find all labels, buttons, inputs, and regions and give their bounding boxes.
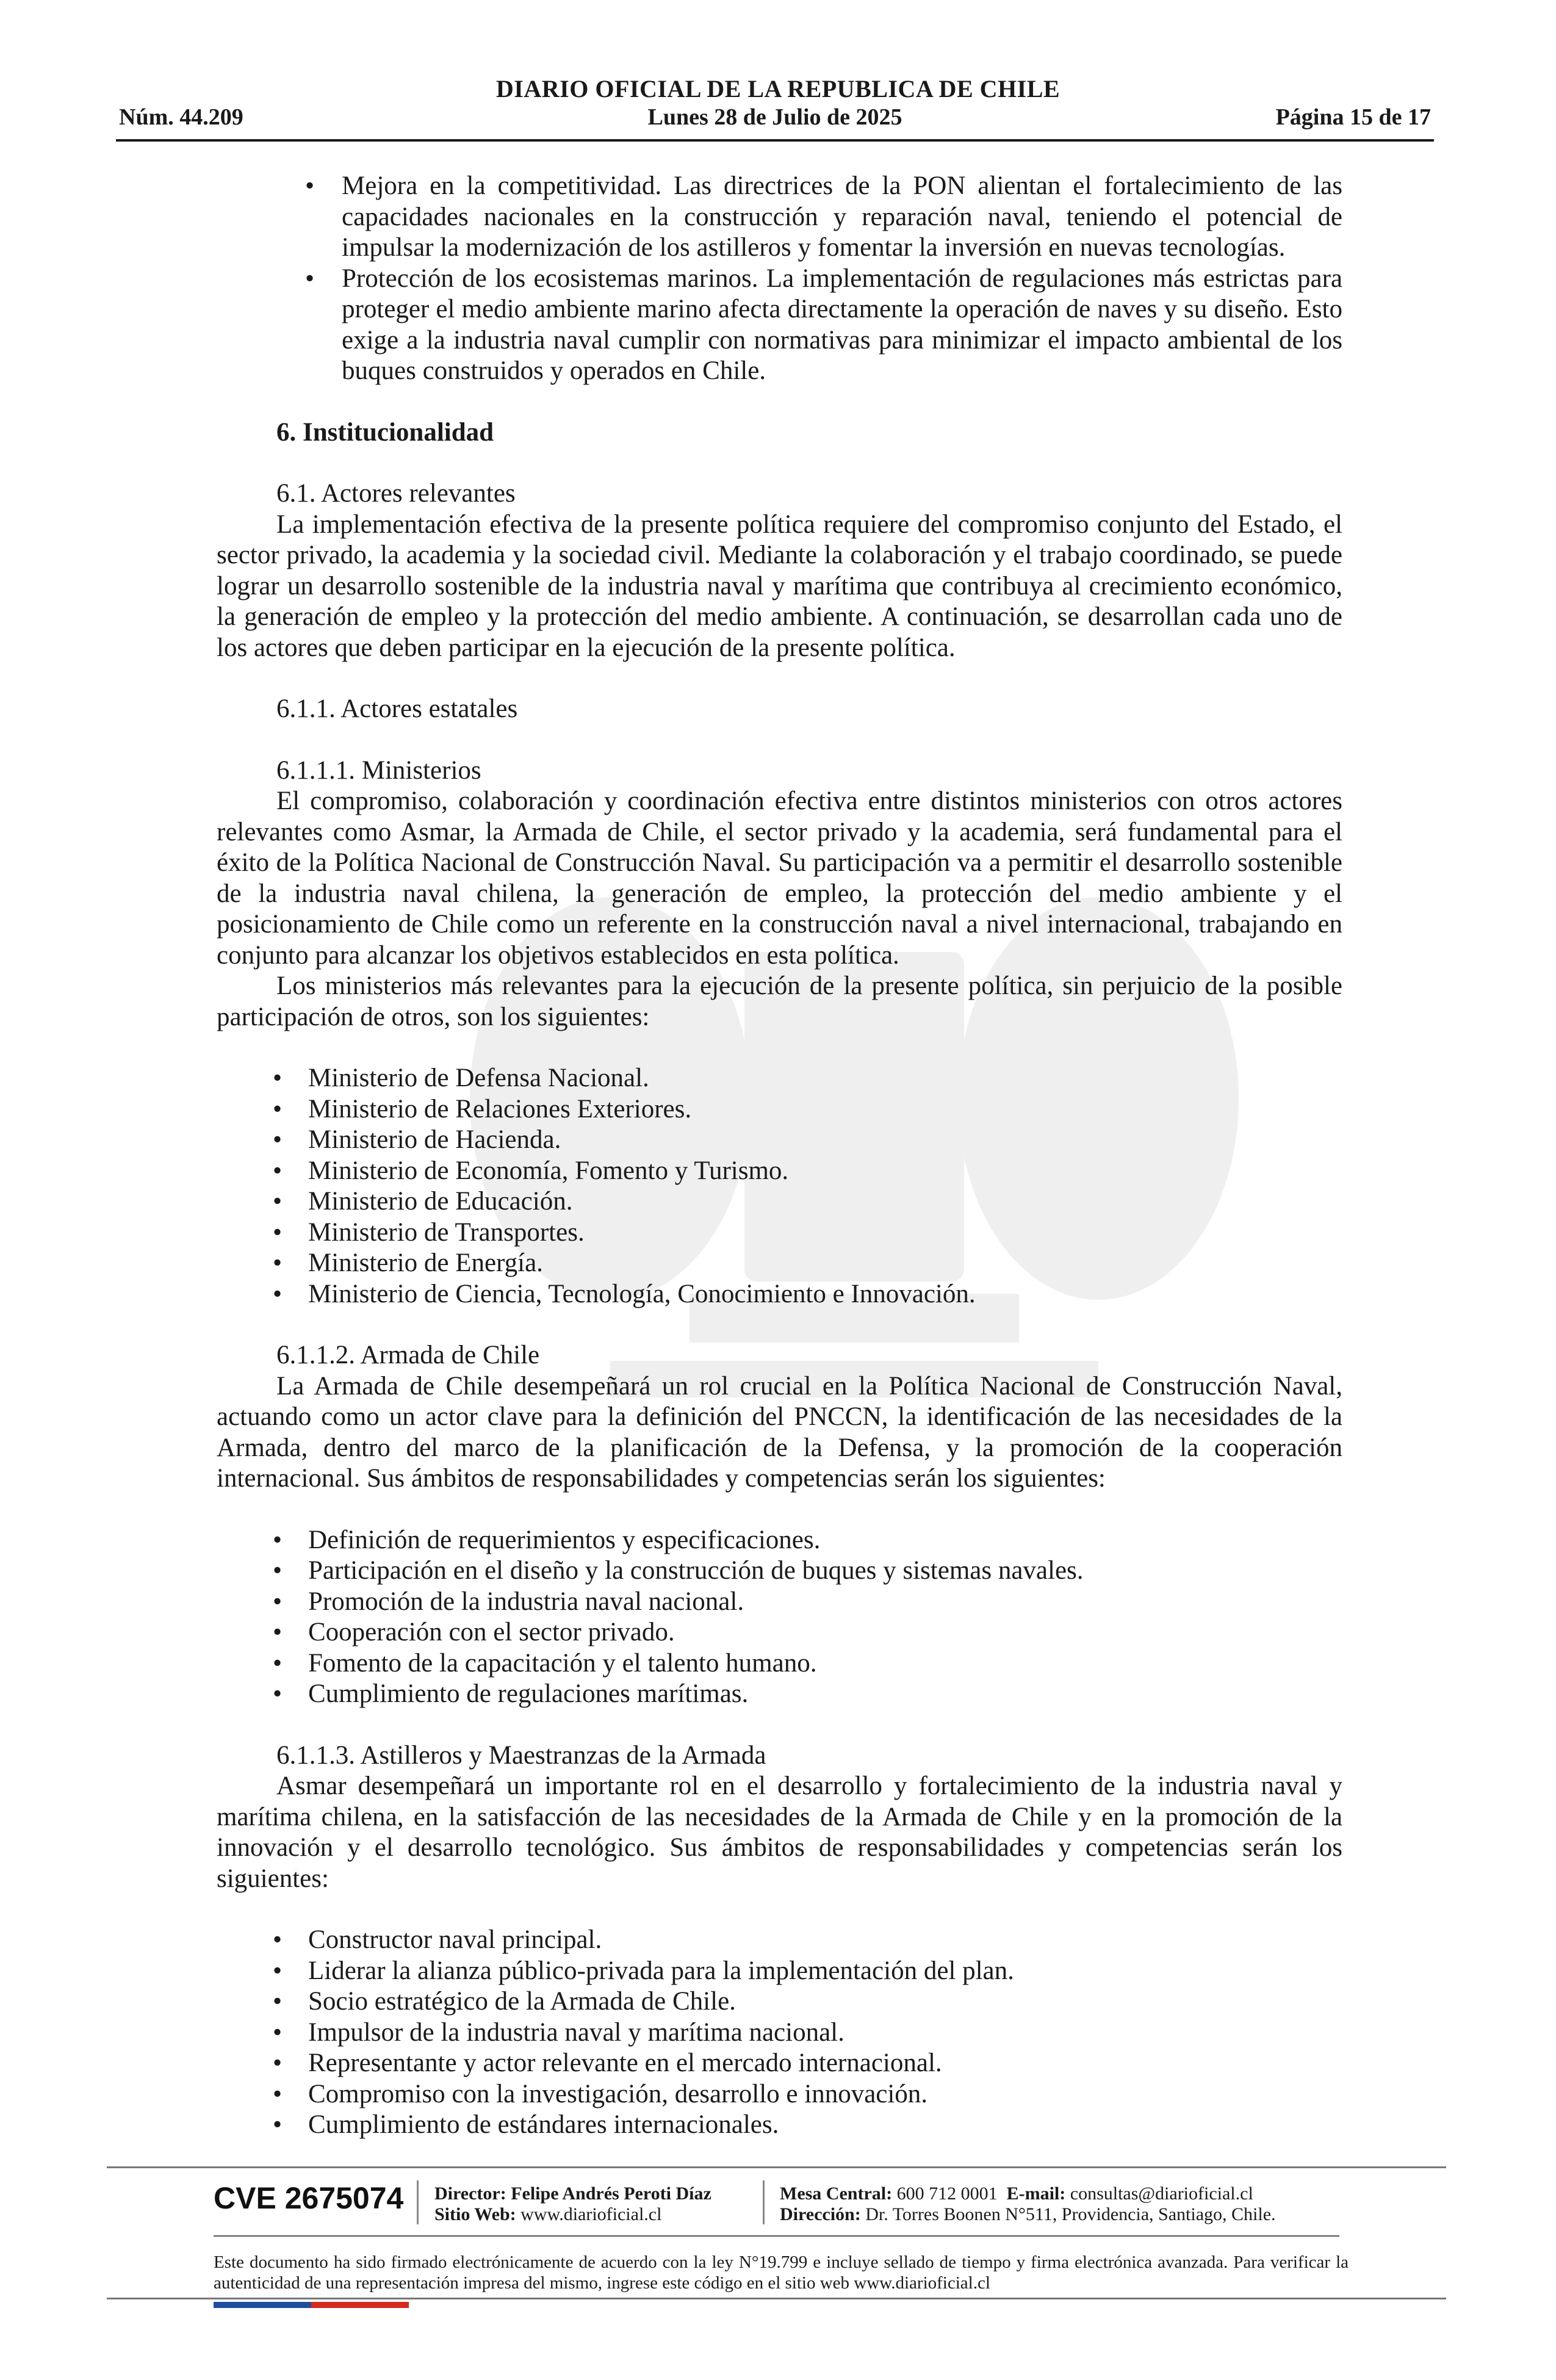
list-item: • Impulsor de la industria naval y marítima nacional. (217, 2018, 1342, 2049)
phone-number: 600 712 0001 (896, 2183, 998, 2204)
bullet-icon: • (273, 1249, 283, 1277)
bullet-icon: • (273, 2018, 283, 2047)
list-item: • Definición de requerimientos y especificaciones. (217, 1525, 1342, 1556)
header-divider (116, 139, 1434, 142)
subsection-title-6-1-1: 6.1.1. Actores estatales (276, 694, 518, 723)
subsection-title-6-1-1-3: 6.1.1.3. Astilleros y Maestranzas de la Armada (276, 1740, 766, 1770)
asmar-list (217, 1925, 1342, 2141)
bullet-icon: • (273, 1679, 283, 1708)
paragraph-ministerios-1: El compromiso, colaboración y coordinación efectiva entre distintos ministerios con otros actores relevantes como Asmar, la Armada de Chile, el sector privado y la academia, será fundamental para el éxito de la Política Nacional de Construcción Naval. Su participación va a permitir el desarrollo sostenible de la industria naval chilena, la generación de empleo, la protección del medio ambiente y el posicionamiento de Chile como un referente en la construcción naval a nivel internacional, trabajando en conjunto para alcanzar los objetivos establecidos en esta política. (217, 787, 1342, 970)
list-item: • Cooperación con el sector privado. (217, 1617, 1342, 1648)
footer-divider (214, 2235, 1339, 2237)
bullet-icon: • (273, 1525, 283, 1554)
bullet-icon: • (273, 1064, 283, 1092)
bullet-icon: • (273, 2110, 283, 2139)
email-link[interactable]: consultas@diarioficial.cl (1070, 2183, 1253, 2204)
cve-code: CVE 2675074 (214, 2181, 404, 2215)
subsection-title-6-1-1-2: 6.1.1.2. Armada de Chile (276, 1341, 540, 1369)
bullet-icon: • (273, 1279, 283, 1308)
subsection-title-6-1: 6.1. Actores relevantes (276, 479, 516, 508)
bullet-icon: • (273, 1156, 283, 1185)
page-indicator: Página 15 de 17 (1275, 104, 1431, 130)
flag-stripe-red (311, 2302, 409, 2308)
bullet-icon: • (273, 1648, 283, 1678)
director-name: Felipe Andrés Peroti Díaz (511, 2183, 711, 2204)
paragraph-armada: La Armada de Chile desempeñará un rol crucial en la Política Nacional de Construcción Naval, actuando como un actor clave para la definición del PNCCN, la identificación de las necesidades de la Armada, dentro del marco de la planificación de la Defensa, y la promoción de la cooperación internacional. Sus ámbitos de responsabilidades y competencias serán los siguientes: (217, 1371, 1342, 1493)
bullet-icon: • (273, 2079, 283, 2108)
page-body (217, 171, 1342, 2141)
list-item: • Socio estratégico de la Armada de Chile. (217, 1986, 1342, 2018)
list-item: • Participación en el diseño y la construcción de buques y sistemas navales. (217, 1556, 1342, 1587)
bullet-icon: • (305, 171, 315, 200)
list-item: • Constructor naval principal. (217, 1925, 1342, 1956)
bullet-icon: • (273, 2049, 283, 2077)
address: Dr. Torres Boonen N°511, Providencia, Santiago, Chile. (865, 2204, 1276, 2224)
list-item: • Liderar la alianza público-privada para la implementación del plan. (217, 1956, 1342, 1987)
intro-bullet-list (217, 171, 1342, 387)
bullet-icon: • (305, 264, 315, 293)
list-item: • Cumplimiento de estándares internacionales. (217, 2110, 1342, 2141)
website-link[interactable]: www.diarioficial.cl (520, 2204, 662, 2224)
bullet-icon: • (273, 1587, 283, 1616)
bullet-icon: • (273, 1094, 283, 1123)
footer-separator (417, 2180, 419, 2224)
list-item: • Ministerio de Defensa Nacional. (217, 1063, 1342, 1094)
signature-note: Este documento ha sido firmado electrónicamente de acuerdo con la ley N°19.799 e incluye sellado de tiempo y firma electrónica avanzada. Para verificar la autenticidad de una representación impresa del mismo, ingrese este código en el sitio web www.diarioficial.cl (214, 2252, 1349, 2293)
newspaper-title: DIARIO OFICIAL DE LA REPUBLICA DE CHILE (495, 75, 1061, 103)
bullet-icon: • (273, 1217, 283, 1247)
list-item: • Fomento de la capacitación y el talento humano. (217, 1648, 1342, 1679)
list-item: • Ministerio de Economía, Fomento y Turismo. (217, 1156, 1342, 1187)
list-item: • Ministerio de Relaciones Exteriores. (217, 1094, 1342, 1125)
bullet-icon: • (273, 1125, 283, 1154)
issue-number: Núm. 44.209 (119, 104, 243, 130)
bullet-icon: • (273, 1618, 283, 1646)
ministries-list (217, 1063, 1342, 1310)
list-item: • Ministerio de Educación. (217, 1186, 1342, 1217)
footer-divider (107, 2298, 1446, 2299)
list-item: • Ministerio de Ciencia, Tecnología, Conocimiento e Innovación. (217, 1279, 1342, 1310)
list-item: • Representante y actor relevante en el mercado internacional. (217, 2048, 1342, 2079)
footer-contact-block: Mesa Central: 600 712 0001 E-mail: consultas@diarioficial.cl Dirección: Dr. Torres Boonen N°511, Providencia, Santiago, Chile. (780, 2183, 1276, 2224)
subsection-title-6-1-1-1: 6.1.1.1. Ministerios (276, 755, 481, 785)
bullet-icon: • (273, 1956, 283, 1985)
footer-director-block: Director: Felipe Andrés Peroti Díaz Sitio Web: www.diarioficial.cl (434, 2183, 711, 2224)
bullet-icon: • (273, 1925, 283, 1954)
list-item: • Mejora en la competitividad. Las directrices de la PON alientan el fortalecimiento de las capacidades nacionales en la construcción y reparación naval, teniendo el potencial de impulsar la modernización de los astilleros y fomentar la inversión en nuevas tecnologías. (305, 171, 1342, 262)
footer-divider (107, 2166, 1446, 2168)
bullet-icon: • (273, 1987, 283, 2016)
armada-list (217, 1525, 1342, 1710)
list-item: • Ministerio de Transportes. (217, 1217, 1342, 1249)
paragraph-asmar: Asmar desempeñará un importante rol en el desarrollo y fortalecimiento de la industria naval y marítima chilena, en la satisfacción de las necesidades de la Armada de Chile y en la promoción de la innovación y el desarrollo tecnológico. Sus ámbitos de responsabilidades y competencias serán los siguientes: (217, 1772, 1342, 1893)
paragraph-ministerios-2: Los ministerios más relevantes para la ejecución de la presente política, sin perjuicio de la posible participación de otros, son los siguientes: (217, 972, 1342, 1031)
paragraph-6-1: La implementación efectiva de la presente política requiere del compromiso conjunto del Estado, el sector privado, la academia y la sociedad civil. Mediante la colaboración y el trabajo coordinado, se puede lograr un desarrollo sostenible de la industria naval y marítima que contribuya al crecimiento económico, la generación de empleo y la protección del medio ambiente. A continuación, se desarrollan cada uno de los actores que deben participar en la ejecución de la presente política. (217, 510, 1342, 662)
list-item: • Ministerio de Energía. (217, 1248, 1342, 1279)
list-item: • Compromiso con la investigación, desarrollo e innovación. (217, 2079, 1342, 2110)
list-item: • Cumplimiento de regulaciones marítimas. (217, 1679, 1342, 1710)
list-item: • Promoción de la industria naval nacional. (217, 1587, 1342, 1618)
bullet-icon: • (273, 1187, 283, 1216)
section-heading: 6. Institucionalidad (276, 417, 494, 447)
list-item: • Protección de los ecosistemas marinos. La implementación de regulaciones más estrictas para proteger el medio ambiente marino afecta directamente la operación de naves y su diseño. Esto exige a la industria naval cumplir con normativas para minimizar el impacto ambiental de los buques construidos y operados en Chile. (305, 264, 1342, 385)
bullet-icon: • (273, 1556, 283, 1585)
footer-separator (763, 2180, 765, 2224)
flag-stripe-blue (214, 2302, 311, 2308)
list-item: • Ministerio de Hacienda. (217, 1125, 1342, 1156)
issue-date: Lunes 28 de Julio de 2025 (647, 104, 902, 130)
